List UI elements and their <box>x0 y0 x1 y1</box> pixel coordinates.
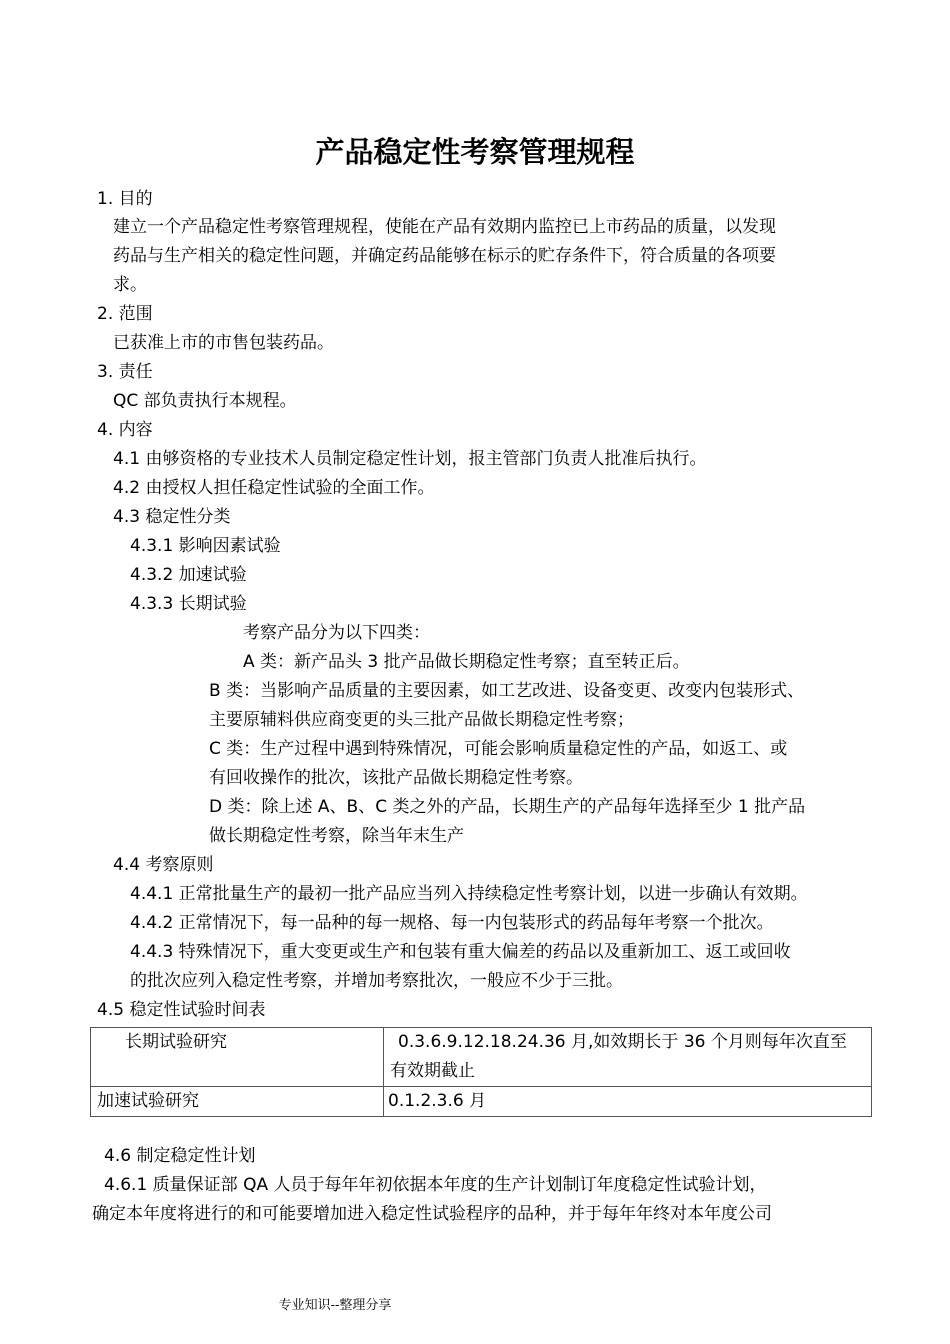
class-d-line: D 类：除上述 A、B、C 类之外的产品，长期生产的产品每年选择至少 1 批产品 <box>209 797 806 817</box>
item-4-5: 4.5 稳定性试验时间表 <box>97 1000 266 1020</box>
table-cell-text: 长期试验研究 <box>125 1032 227 1052</box>
section-2-text: 已获准上市的市售包装药品。 <box>113 333 334 353</box>
table-cell-text: 0.1.2.3.6 月 <box>388 1091 487 1111</box>
item-4-1: 4.1 由够资格的专业技术人员制定稳定性计划，报主管部门负责人批准后执行。 <box>113 449 707 469</box>
item-4-3: 4.3 稳定性分类 <box>113 507 231 527</box>
section-4-heading: 4. 内容 <box>97 420 153 440</box>
item-4-4-2: 4.4.2 正常情况下，每一品种的每一规格、每一内包装形式的药品每年考察一个批次。 <box>130 913 774 933</box>
class-c-line: C 类：生产过程中遇到特殊情况，可能会影响质量稳定性的产品，如返工、或 <box>209 739 788 759</box>
item-4-6-1-line: 确定本年度将进行的和可能要增加进入稳定性试验程序的品种，并于每年年终对本年度公司 <box>92 1204 772 1224</box>
class-a: A 类：新产品头 3 批产品做长期稳定性考察；直至转正后。 <box>243 652 690 672</box>
table-cell-text: 加速试验研究 <box>97 1091 199 1111</box>
item-4-6: 4.6 制定稳定性计划 <box>104 1146 256 1166</box>
item-4-3-1: 4.3.1 影响因素试验 <box>130 536 281 556</box>
item-4-3-2: 4.3.2 加速试验 <box>130 565 247 585</box>
class-c-line: 有回收操作的批次，该批产品做长期稳定性考察。 <box>209 768 583 788</box>
item-4-4-3-line: 4.4.3 特殊情况下，重大变更或生产和包装有重大偏差的药品以及重新加工、返工或回收 <box>130 942 791 962</box>
item-4-4: 4.4 考察原则 <box>113 855 214 875</box>
stability-schedule-table <box>90 1027 872 1117</box>
class-intro: 考察产品分为以下四类： <box>243 623 430 643</box>
item-4-2: 4.2 由授权人担任稳定性试验的全面工作。 <box>113 478 435 498</box>
table-cell-label <box>91 1087 384 1117</box>
table-row <box>91 1087 872 1117</box>
section-1-line: 药品与生产相关的稳定性问题，并确定药品能够在标示的贮存条件下，符合质量的各项要 <box>113 246 776 266</box>
section-3-heading: 3. 责任 <box>97 362 153 382</box>
table-cell-text: 有效期截止 <box>390 1061 475 1081</box>
item-4-6-1-line: 4.6.1 质量保证部 QA 人员于每年年初依据本年度的生产计划制订年度稳定性试验计划， <box>104 1175 767 1195</box>
page-title: 产品稳定性考察管理规程 <box>315 135 635 169</box>
table-cell-value <box>384 1087 872 1117</box>
section-1-line: 求。 <box>113 275 147 295</box>
table-cell-text: 0.3.6.9.12.18.24.36 月,如效期长于 36 个月则每年次直至 <box>398 1032 847 1052</box>
section-1-line: 建立一个产品稳定性考察管理规程，使能在产品有效期内监控已上市药品的质量，以发现 <box>113 217 776 237</box>
table-cell-label <box>91 1028 384 1087</box>
item-4-4-3-line: 的批次应列入稳定性考察，并增加考察批次，一般应不少于三批。 <box>130 971 623 991</box>
class-d-line: 做长期稳定性考察，除当年末生产 <box>209 826 464 846</box>
section-3-text: QC 部负责执行本规程。 <box>113 391 297 411</box>
table-cell-value <box>384 1028 872 1087</box>
section-1-heading: 1. 目的 <box>97 189 153 209</box>
class-b-line: 主要原辅料供应商变更的头三批产品做长期稳定性考察； <box>209 710 634 730</box>
class-b-line: B 类：当影响产品质量的主要因素，如工艺改进、设备变更、改变内包装形式、 <box>209 681 805 701</box>
table-row <box>91 1028 872 1087</box>
item-4-4-1: 4.4.1 正常批量生产的最初一批产品应当列入持续稳定性考察计划，以进一步确认有效期。 <box>130 884 808 904</box>
page-footer: 专业知识--整理分享 <box>278 1298 392 1313</box>
section-2-heading: 2. 范围 <box>97 304 153 324</box>
item-4-3-3: 4.3.3 长期试验 <box>130 594 247 614</box>
